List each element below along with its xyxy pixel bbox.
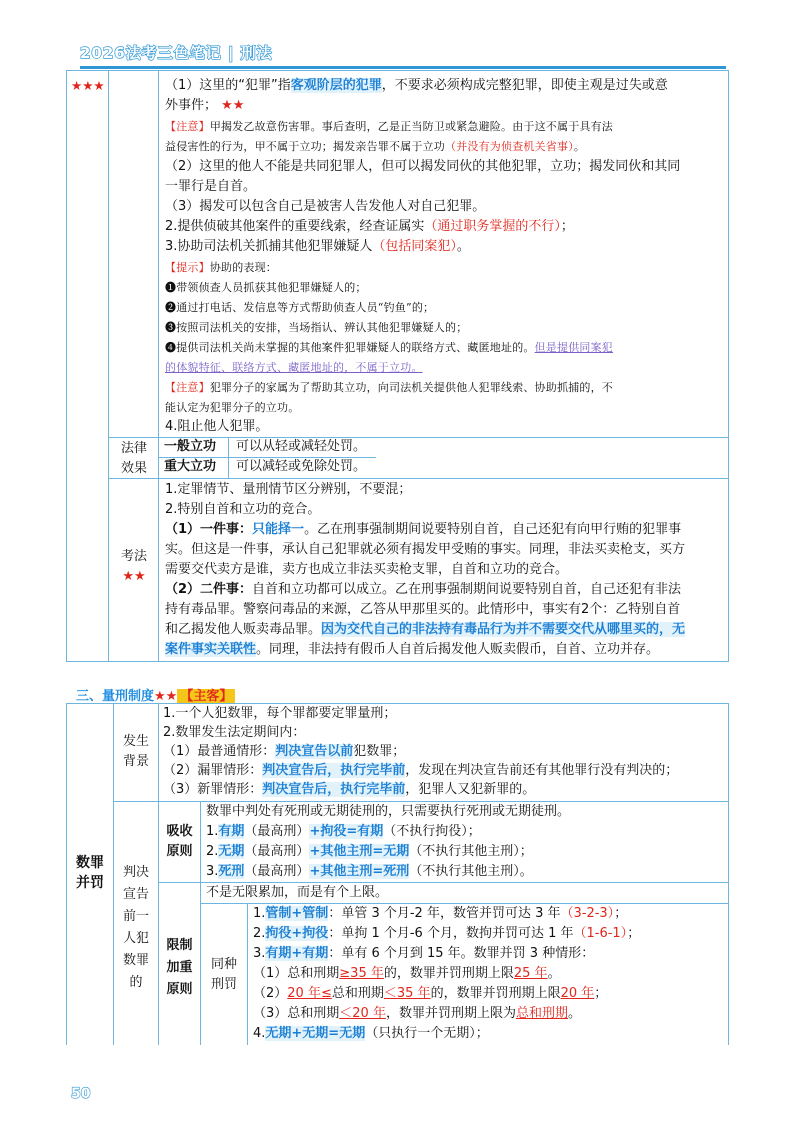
effect-label: 法律 效果 bbox=[120, 441, 147, 476]
top-table-col-divider-1 bbox=[108, 70, 109, 662]
section-title: 三、量刑制度★★ 【主客】 bbox=[76, 685, 235, 704]
note-line-5: （2）这里的他人不能是共同犯罪人，但可以揭发同伙的其他犯罪，立功；揭发同伙和其同 bbox=[165, 159, 681, 174]
note-line-9: 3.协助司法机关抓捕其他犯罪嫌疑人（包括同案犯）。 bbox=[165, 239, 470, 254]
background-line-2: 2.数罪发生法定期间内： bbox=[163, 725, 306, 740]
absorb-principle-label: 吸收 原则 bbox=[166, 824, 193, 859]
note-line-8: 2.提供侦破其他案件的重要线索，经查证属实（通过职务掌握的不行）； bbox=[165, 219, 574, 234]
background-line-5: （3）新罪情形：判决宣告后，执行完毕前，犯罪人又犯新罪的。 bbox=[163, 782, 536, 797]
note-line-18: 4.阻止他人犯罪。 bbox=[165, 419, 269, 434]
effect-col-divider bbox=[228, 437, 229, 478]
note-line-2: 外事件； ★★ bbox=[165, 98, 245, 113]
note-line-15: 的体貌特征、联络方式、藏匿地址的，不属于立功。 bbox=[165, 361, 423, 374]
section-tag: 【主客】 bbox=[177, 689, 235, 704]
effect-term-general: 一般立功 bbox=[164, 439, 217, 454]
effect-desc-general: 可以从轻或减轻处罚。 bbox=[236, 439, 367, 454]
same-kind-line-7: 4.无期+无期=无期（只执行一个无期）； bbox=[253, 1026, 489, 1041]
background-line-4: （2）漏罪情形：判决宣告后，执行完毕前，发现在判决宣告前还有其他罪行没有判决的； bbox=[163, 763, 679, 778]
note-line-11: ❶带领侦查人员抓获其他犯罪嫌疑人的； bbox=[165, 281, 367, 294]
exam-line-7: 持有毒品罪。警察问毒品的来源，乙答从甲那里买的。此情形中，事实有2个：乙特别自首 bbox=[165, 602, 681, 617]
exam-line-9: 案件事实关联性。同理，非法持有假币人自首后揭发他人贩卖假币，自首、立功并存。 bbox=[165, 642, 660, 657]
same-kind-line-6: （3）总和刑期＜20 年，数罪并罚刑期上限为总和刑期。 bbox=[253, 1006, 582, 1021]
absorb-line-1: 1.有期（最高刑）+拘役=有期（不执行拘役）； bbox=[206, 824, 481, 839]
same-kind-label: 同种 刑罚 bbox=[210, 957, 237, 992]
page-number: 50 bbox=[71, 1086, 91, 1102]
exam-line-6: （2）二件事：自首和立功都可以成立。乙在刑事强制期间说要特别自首，自己还犯有非法 bbox=[165, 582, 682, 597]
same-kind-col-divider bbox=[247, 903, 248, 1045]
limit-principle-label: 限制 加重 原则 bbox=[166, 938, 193, 997]
same-kind-line-1: 1.管制+管制：单管 3 个月-2 年，数管并罚可达 3 年（3-2-3）； bbox=[253, 906, 628, 921]
effect-desc-major: 可以减轻或免除处罚。 bbox=[236, 459, 367, 474]
combined-punishment-label: 数罪 并罚 bbox=[76, 855, 104, 891]
effect-term-major: 重大立功 bbox=[164, 459, 217, 474]
header-title: 2026法考三色笔记 | 刑法 bbox=[80, 44, 273, 62]
note-line-16: 【注意】犯罪分子的家属为了帮助其立功，向司法机关提供他人犯罪线索、协助抓捕的，不 bbox=[165, 381, 614, 394]
absorb-line-0: 数罪中判处有死刑或无期徒刑的，只需要执行死刑或无期徒刑。 bbox=[206, 804, 571, 819]
exam-line-2: 2.特别自首和立功的竞合。 bbox=[165, 502, 321, 517]
same-kind-line-2: 2.拘役+拘役：单拘 1 个月-6 个月，数拘并罚可达 1 年（1-6-1）； bbox=[253, 926, 641, 941]
note-line-1: （1）这里的“犯罪”指客观阶层的犯罪，不要求必须构成完整犯罪，即使主观是过失或意 bbox=[165, 78, 668, 93]
absorb-line-3: 3.死刑（最高刑）+其他主刑=死刑（不执行其他主刑）。 bbox=[206, 864, 533, 879]
note-line-12: ❷通过打电话、发信息等方式帮助侦查人员“钓鱼”的； bbox=[165, 301, 435, 314]
absorb-line-2: 2.无期（最高刑）+其他主刑=无期（不执行其他主刑）； bbox=[206, 844, 533, 859]
note-line-6: 一罪行是自首。 bbox=[165, 179, 257, 194]
exam-line-8: 和乙揭发他人贩卖毒品罪。因为交代自己的非法持有毒品行为并不需要交代从哪里买的，无 bbox=[165, 622, 686, 637]
limit-top-line: 不是无限累加，而是有个上限。 bbox=[206, 885, 389, 900]
exam-label: 考法 ★★ bbox=[120, 549, 147, 584]
note-line-4: 益侵害性的行为，甲不属于立功；揭发亲告罪不属于立功（并没有为侦查机关省事）。 bbox=[165, 140, 586, 153]
row-importance-stars: ★★★ bbox=[71, 78, 105, 93]
note-line-14: ❹提供司法机关尚未掌握的其他案件犯罪嫌疑人的联络方式、藏匿地址的。但是提供同案犯 bbox=[165, 341, 614, 354]
exam-top-border bbox=[108, 478, 729, 479]
same-kind-line-3: 3.有期+有期：单有 6 个月到 15 年。数罪并罚 3 种情形： bbox=[253, 946, 595, 961]
background-line-3: （1）最普通情形：判决宣告以前犯数罪； bbox=[163, 744, 406, 759]
before-judgment-label: 判决 宣告 前一 人犯 数罪 的 bbox=[122, 865, 149, 990]
exam-line-4: 实。但这是一件事，承认自己犯罪就必须有揭发甲受贿的事实。同理，非法买卖枪支，买方 bbox=[165, 542, 686, 557]
same-kind-line-5: （2）20 年≤总和刑期＜35 年的，数罪并罚刑期上限20 年； bbox=[253, 986, 608, 1001]
note-line-7: （3）揭发可以包含自己是被害人告发他人对自己犯罪。 bbox=[165, 199, 486, 214]
note-line-10: 【提示】协助的表现： bbox=[165, 261, 278, 274]
page-header bbox=[80, 42, 726, 69]
note-line-17: 能认定为犯罪分子的立功。 bbox=[165, 401, 300, 414]
principle-col-divider bbox=[200, 801, 201, 1045]
background-label: 发生 背景 bbox=[122, 734, 149, 769]
top-table-col-divider-2 bbox=[158, 70, 159, 662]
note-line-13: ❸按照司法机关的安排，当场指认、辨认其他犯罪嫌疑人的； bbox=[165, 321, 468, 334]
exam-line-3: （1）一件事：只能择一。乙在刑事强制期间说要特别自首，自己还犯有向甲行贿的犯罪事 bbox=[165, 522, 682, 537]
note-line-3: 【注意】甲揭发乙故意伤害罪。事后查明，乙是正当防卫或紧急避险。由于这不属于具有法 bbox=[165, 120, 614, 133]
same-kind-line-4: （1）总和刑期≥35 年的，数罪并罚刑期上限25 年。 bbox=[253, 966, 561, 981]
background-line-1: 1.一个人犯数罪，每个罪都要定罪量刑； bbox=[163, 706, 397, 721]
exam-line-5: 需要交代卖方是谁，卖方也成立非法买卖枪支罪，自首和立功的竞合。 bbox=[165, 562, 569, 577]
exam-line-1: 1.定罪情节、量刑情节区分辨别，不要混； bbox=[165, 482, 412, 497]
